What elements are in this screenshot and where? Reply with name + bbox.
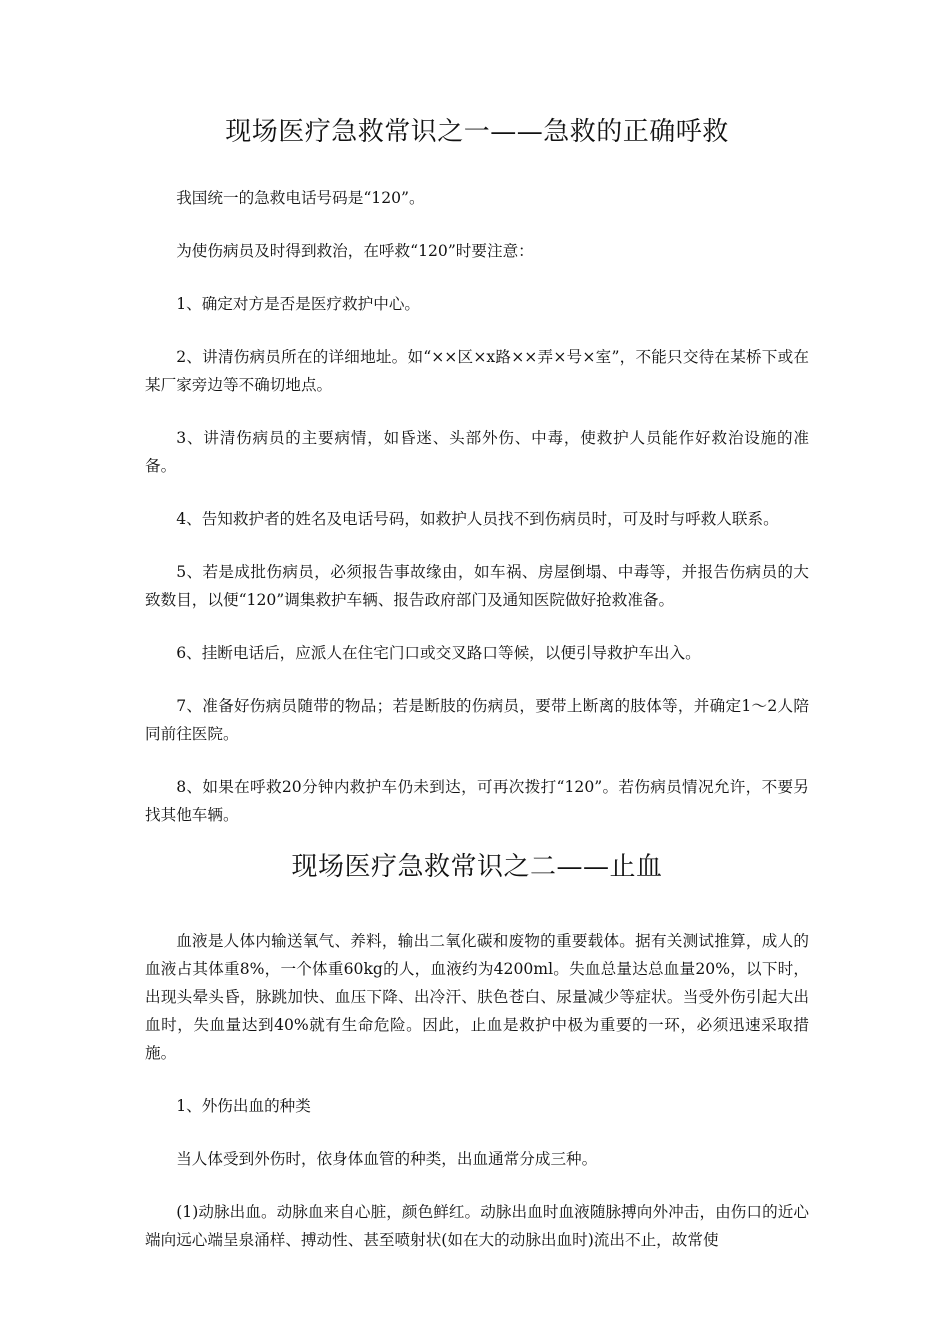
paragraph: 3、讲清伤病员的主要病情，如昏迷、头部外伤、中毒，使救护人员能作好救治设施的准备。 — [145, 429, 809, 475]
paragraph: 8、如果在呼救20分钟内救护车仍未到达，可再次拨打“120”。若伤病员情况允许，不要另找其他车辆。 — [145, 778, 809, 824]
paragraph: 血液是人体内输送氧气、养料，输出二氧化碳和废物的重要载体。据有关测试推算，成人的血液占其体重8%，一个体重60kg的人，血液约为4200ml。失血总量达总血量20%，以下时，出现头晕头昏，脉跳加快、血压下降、出冷汗、肤色苍白、尿量减少等症状。当受外伤引起大出血时，失血量达到40%就有生命危险。因此，止血是救护中极为重要的一环，必须迅速采取措施。 — [145, 932, 809, 1062]
paragraph: 7、准备好伤病员随带的物品；若是断肢的伤病员，要带上断离的肢体等，并确定1～2人陪同前往医院。 — [145, 697, 809, 743]
paragraph: 1、外伤出血的种类 — [176, 1097, 311, 1115]
paragraph: 1、确定对方是否是医疗救护中心。 — [176, 295, 421, 313]
section-2-title: 现场医疗急救常识之二——止血 — [291, 852, 663, 882]
paragraph: 当人体受到外伤时，依身体血管的种类，出血通常分成三种。 — [176, 1150, 598, 1168]
paragraph: (1)动脉出血。动脉血来自心脏，颜色鲜红。动脉出血时血液随脉搏向外冲击，由伤口的近心端向远心端呈泉涌样、搏动性、甚至喷射状(如在大的动脉出血时)流出不止，故常使 — [145, 1203, 809, 1249]
section-1-title: 现场医疗急救常识之一——急救的正确呼救 — [225, 117, 729, 147]
document-body — [145, 112, 809, 1279]
paragraph: 4、告知救护者的姓名及电话号码，如救护人员找不到伤病员时，可及时与呼救人联系。 — [176, 510, 779, 528]
paragraph: 6、挂断电话后，应派人在住宅门口或交叉路口等候，以便引导救护车出入。 — [176, 644, 701, 662]
paragraph: 为使伤病员及时得到救治，在呼救“120”时要注意： — [176, 242, 534, 260]
paragraph: 5、若是成批伤病员，必须报告事故缘由，如车祸、房屋倒塌、中毒等，并报告伤病员的大致数目，以便“120”调集救护车辆、报告政府部门及通知医院做好抢救准备。 — [145, 563, 809, 609]
paragraph: 2、讲清伤病员所在的详细地址。如“××区×x路××弄×号×室”，不能只交待在某桥下或在某厂家旁边等不确切地点。 — [145, 348, 809, 394]
paragraph: 我国统一的急救电话号码是“120”。 — [176, 189, 425, 207]
